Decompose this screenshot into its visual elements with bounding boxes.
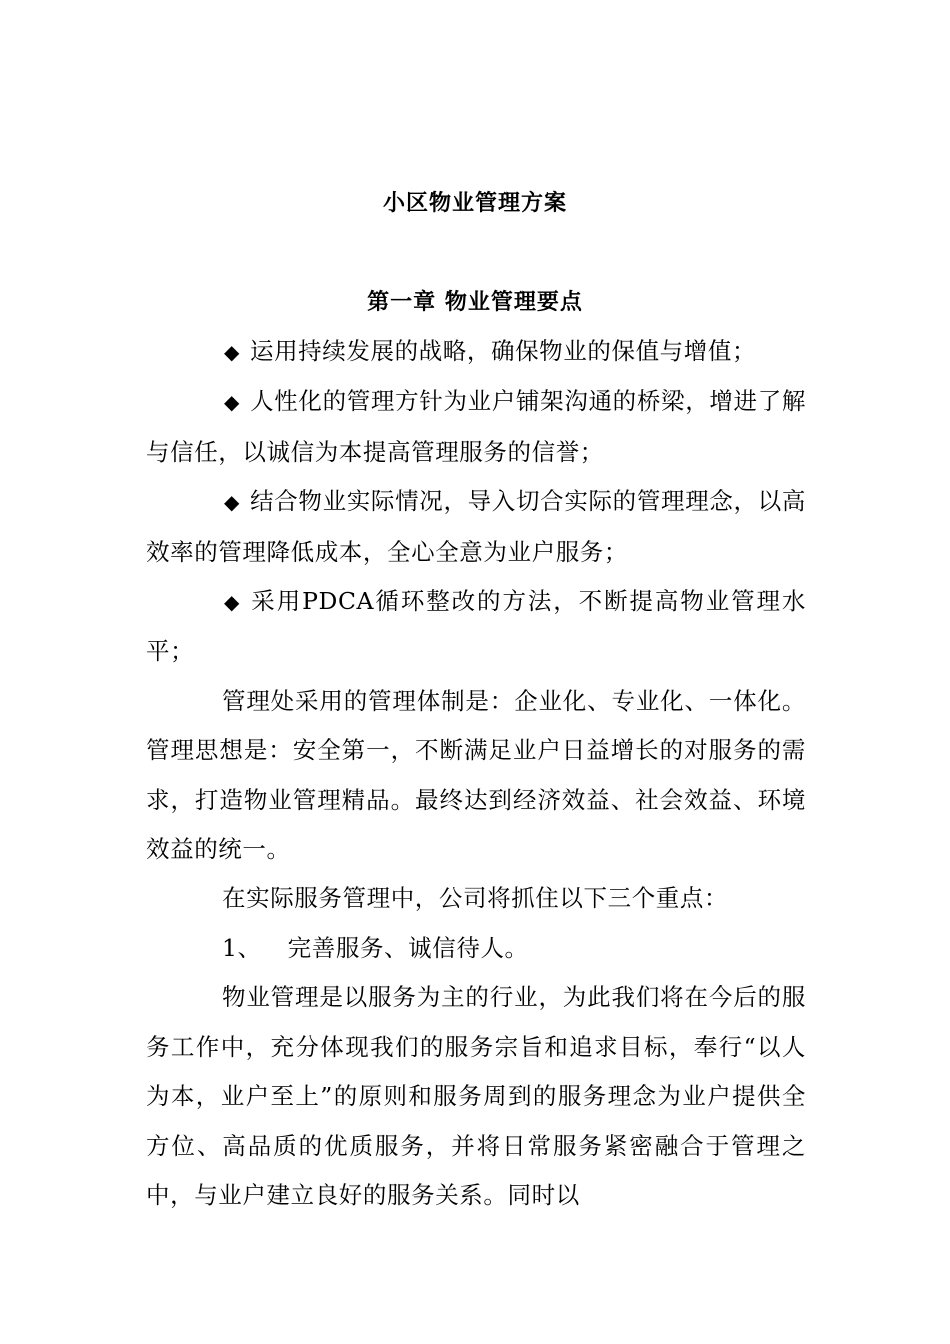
bullet-point-2 <box>146 377 806 477</box>
bullet-text-1: 运用持续发展的战略，确保物业的保值与增值； <box>249 337 757 365</box>
bullet-point-4 <box>146 577 806 677</box>
paragraph-management-system: 管理处采用的管理体制是：企业化、专业化、一体化。管理思想是：安全第一，不断满足业户日益增长的对服务的需求，打造物业管理精品。最终达到经济效益、社会效益、环境效益的统一。 <box>146 686 806 864</box>
document-body <box>146 327 806 1220</box>
bullet-point-1 <box>146 327 806 377</box>
diamond-bullet-icon: ◆ <box>224 390 241 415</box>
document-title: 小区物业管理方案 <box>382 191 567 216</box>
paragraph-service: 物业管理是以服务为主的行业，为此我们将在今后的服务工作中，充分体现我们的服务宗旨和追求目标，奉行“以人为本，业户至上”的原则和服务周到的服务理念为业户提供全方位、高品质的优质服务，并将日常服务紧密融合于管理之中，与业户建立良好的服务关系。同时以 <box>146 983 806 1209</box>
bullet-point-3 <box>146 477 806 577</box>
bullet-text-3: 结合物业实际情况，导入切合实际的管理理念，以高效率的管理降低成本，全心全意为业户服务； <box>146 487 806 566</box>
diamond-bullet-icon: ◆ <box>224 590 242 615</box>
chapter-title: 第一章 物业管理要点 <box>367 290 583 315</box>
item-number: 1、 <box>222 933 262 962</box>
item-label: 完善服务、诚信待人。 <box>287 933 529 962</box>
paragraph-focus-intro: 在实际服务管理中，公司将抓住以下三个重点： <box>222 884 729 913</box>
bullet-text-4: 采用PDCA循环整改的方法，不断提高物业管理水平； <box>146 587 807 666</box>
numbered-item-1 <box>146 924 806 973</box>
bullet-text-2: 人性化的管理方针为业户铺架沟通的桥梁，增进了解与信任，以诚信为本提高管理服务的信誉； <box>146 387 806 466</box>
diamond-bullet-icon: ◆ <box>224 490 241 515</box>
diamond-bullet-icon: ◆ <box>224 340 240 364</box>
